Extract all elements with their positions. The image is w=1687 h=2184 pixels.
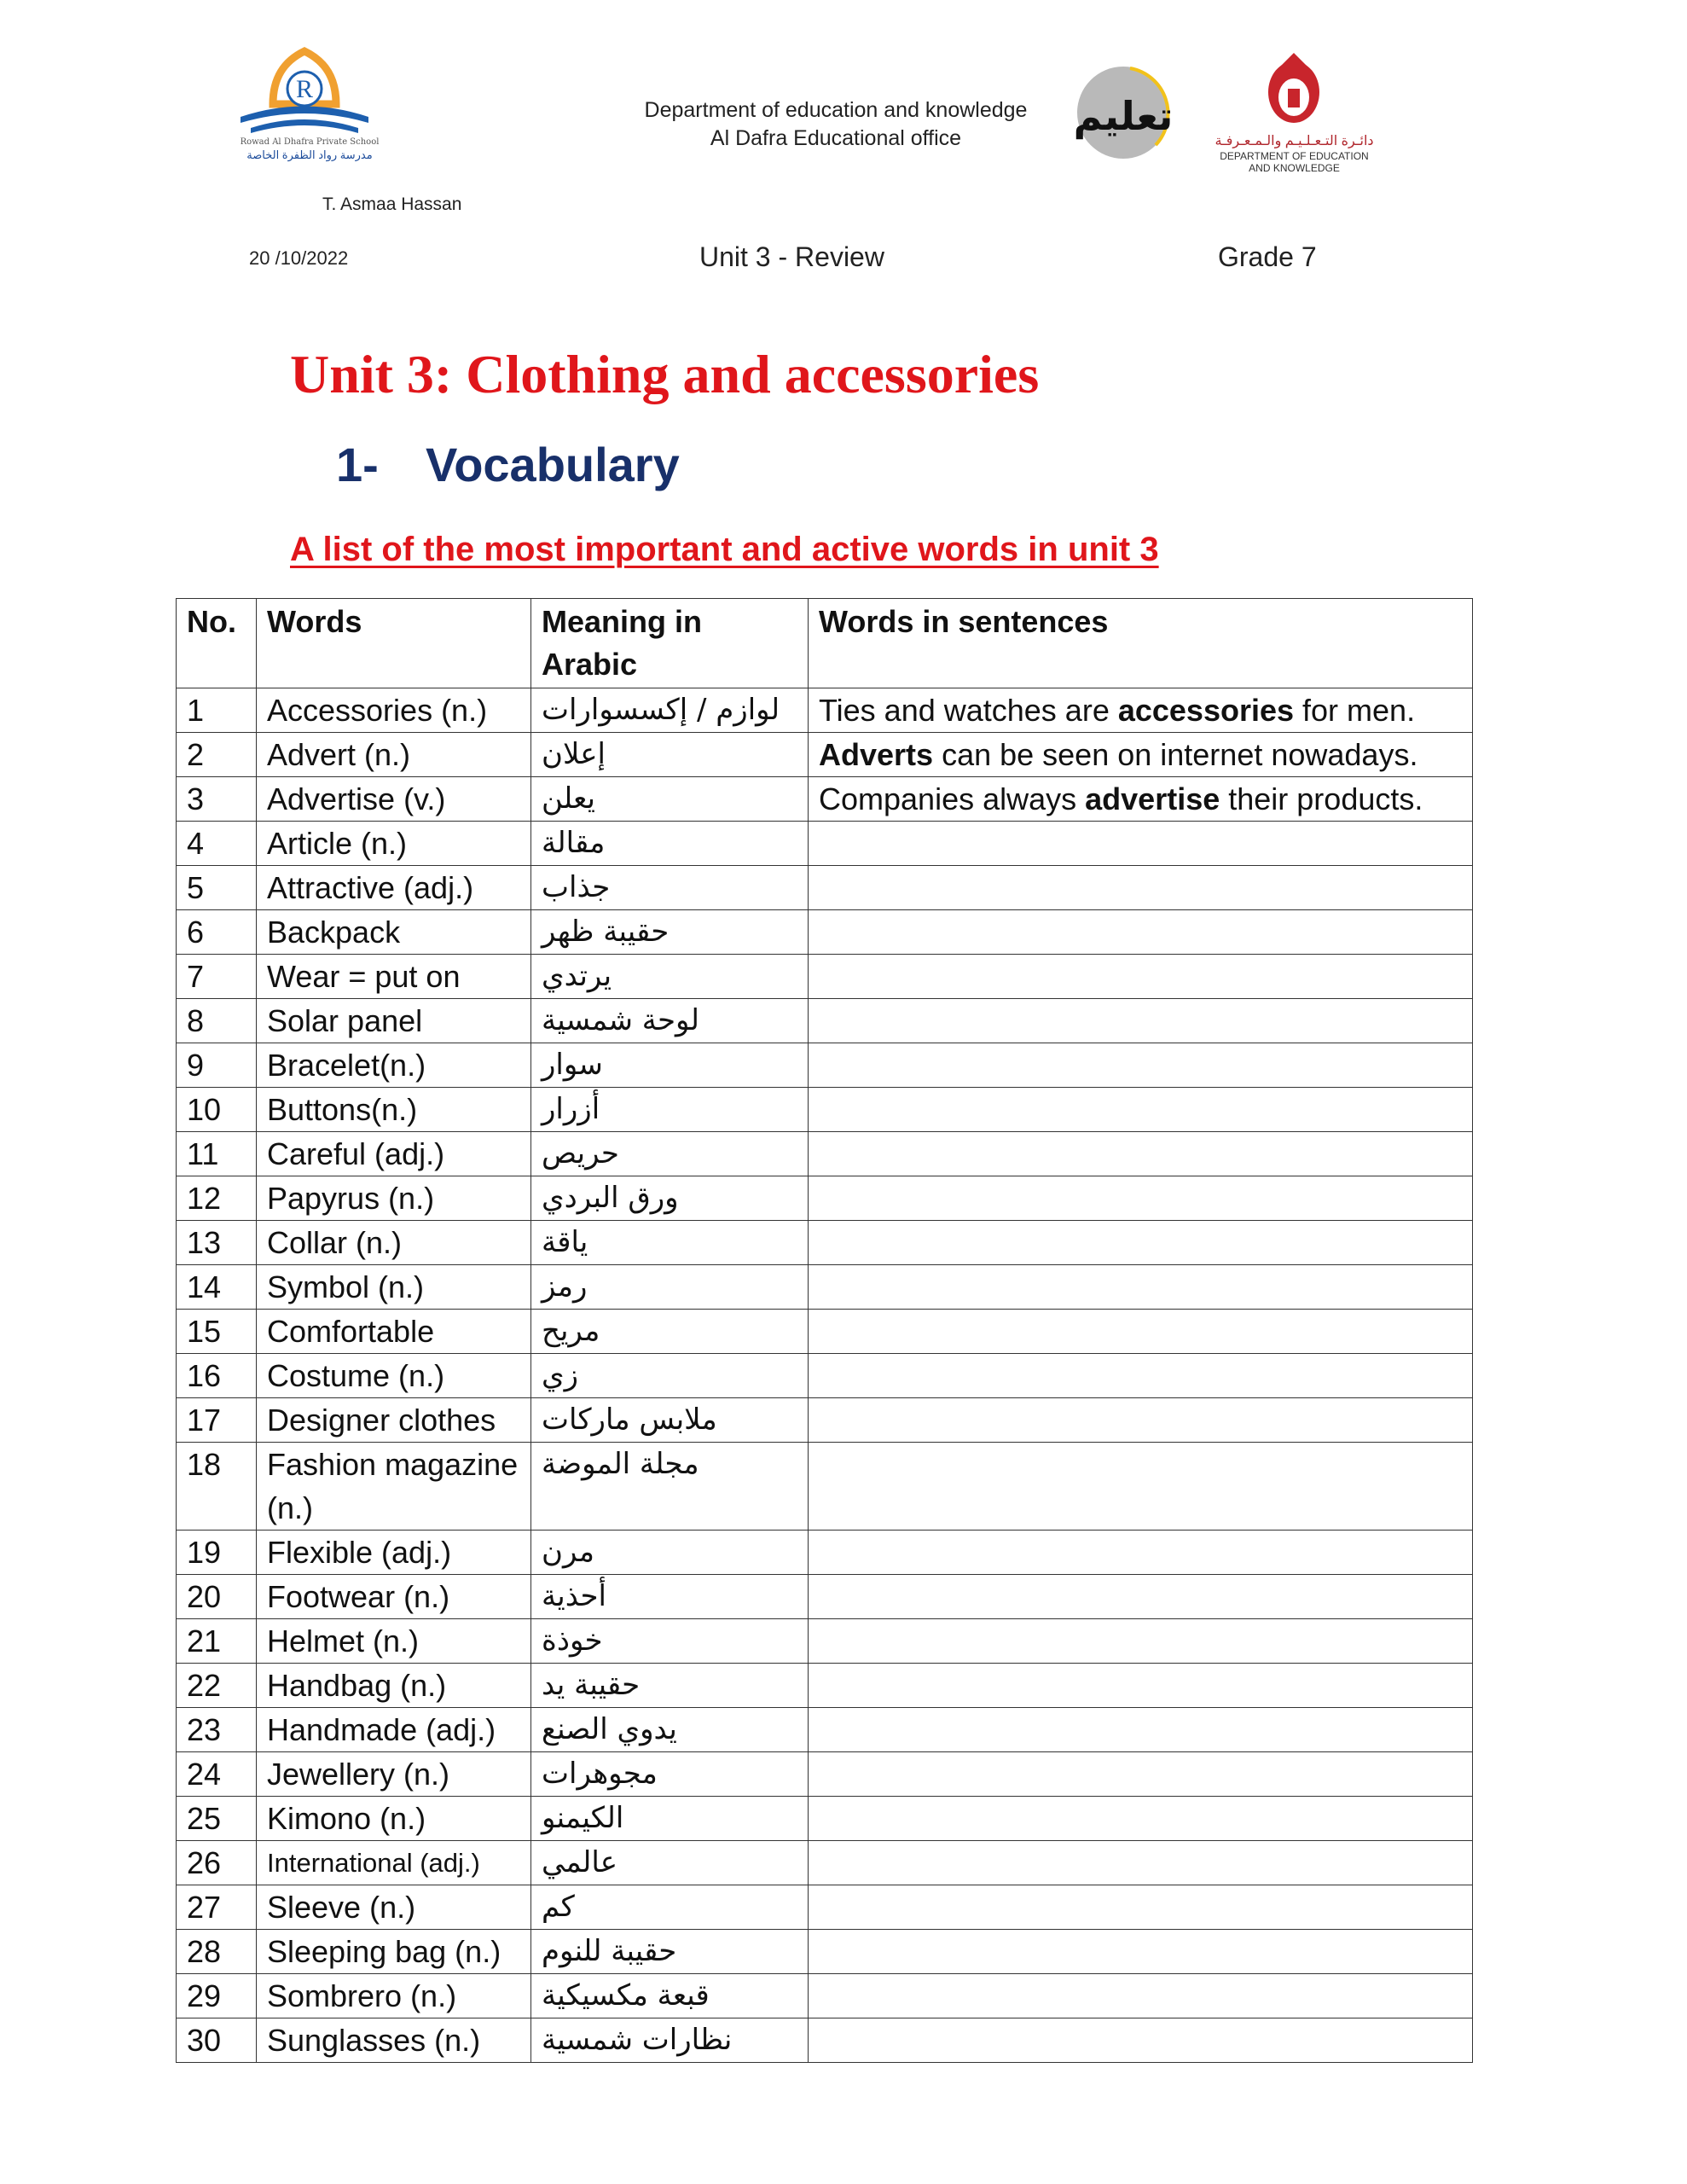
table-row <box>177 999 1473 1043</box>
example-sentence <box>809 1310 1473 1354</box>
sentence-start: Companies always <box>819 781 1086 816</box>
example-sentence <box>809 1708 1473 1752</box>
example-sentence <box>809 955 1473 999</box>
arabic-meaning <box>531 688 809 733</box>
table-row <box>177 1443 1473 1531</box>
arabic-meaning <box>531 1885 809 1930</box>
arabic-meaning <box>531 1443 809 1531</box>
arabic-meaning <box>531 777 809 822</box>
row-number: 8 <box>177 999 257 1043</box>
arabic-meaning-text: لوحة شمسية <box>542 1003 699 1037</box>
row-number: 27 <box>177 1885 257 1930</box>
arabic-meaning-text: مقالة <box>542 826 606 860</box>
table-row <box>177 1398 1473 1443</box>
row-number: 23 <box>177 1708 257 1752</box>
header-words: Words <box>257 599 531 688</box>
section-number: 1- <box>336 438 379 491</box>
grade: Grade 7 <box>1218 241 1317 272</box>
row-number: 7 <box>177 955 257 999</box>
vocab-word: Advert (n.) <box>257 733 531 777</box>
teacher-name: T. Asmaa Hassan <box>322 195 462 214</box>
sentence-keyword: advertise <box>1085 781 1220 816</box>
row-number: 30 <box>177 2018 257 2063</box>
arabic-meaning <box>531 2018 809 2063</box>
vocab-word: Fashion magazine (n.) <box>257 1443 531 1531</box>
sentence-keyword: Adverts <box>819 737 934 772</box>
example-sentence <box>809 866 1473 910</box>
header-no: No. <box>177 599 257 688</box>
arabic-meaning-text: أزرار <box>542 1092 600 1126</box>
arabic-meaning <box>531 910 809 955</box>
arabic-meaning-text: لوازم / إكسسوارات <box>542 693 780 727</box>
vocab-word: Collar (n.) <box>257 1221 531 1265</box>
vocab-word: Article (n.) <box>257 822 531 866</box>
vocab-word: Symbol (n.) <box>257 1265 531 1310</box>
vocab-word: Handbag (n.) <box>257 1664 531 1708</box>
arabic-meaning-text: ملابس ماركات <box>542 1403 717 1437</box>
example-sentence <box>809 1841 1473 1885</box>
vocab-word: Accessories (n.) <box>257 688 531 733</box>
table-row <box>177 733 1473 777</box>
sentence-keyword: accessories <box>1117 693 1295 728</box>
row-number: 1 <box>177 688 257 733</box>
sentence-end: for men. <box>1294 693 1416 728</box>
arabic-meaning-text: إعلان <box>542 737 606 771</box>
vocab-word: Designer clothes <box>257 1398 531 1443</box>
arabic-meaning <box>531 1797 809 1841</box>
arabic-meaning-text: ورق البردي <box>542 1181 679 1215</box>
row-number: 26 <box>177 1841 257 1885</box>
table-header-row <box>177 599 1473 688</box>
arabic-meaning <box>531 1398 809 1443</box>
school-name-ar: مدرسة رواد الظفرة الخاصة <box>246 148 373 161</box>
taleem-logo <box>1070 51 1181 166</box>
school-name-en: Rowad Al Dhafra Private School <box>240 137 380 147</box>
row-number: 21 <box>177 1619 257 1664</box>
row-number: 12 <box>177 1176 257 1221</box>
table-row <box>177 688 1473 733</box>
arabic-meaning <box>531 1575 809 1619</box>
row-number: 22 <box>177 1664 257 1708</box>
table-row <box>177 955 1473 999</box>
arabic-meaning-text: جذاب <box>542 870 611 904</box>
department-name: Department of education and knowledge <box>644 98 1028 122</box>
arabic-meaning <box>531 1043 809 1088</box>
arabic-meaning <box>531 1310 809 1354</box>
vocab-word: Solar panel <box>257 999 531 1043</box>
vocab-word: Handmade (adj.) <box>257 1708 531 1752</box>
row-number: 16 <box>177 1354 257 1398</box>
row-number: 15 <box>177 1310 257 1354</box>
arabic-meaning-text: أحذية <box>542 1579 607 1613</box>
arabic-meaning <box>531 1265 809 1310</box>
example-sentence <box>809 1664 1473 1708</box>
vocabulary-table <box>176 598 1473 2063</box>
vocab-word: Wear = put on <box>257 955 531 999</box>
row-number: 13 <box>177 1221 257 1265</box>
arabic-meaning <box>531 1974 809 2018</box>
sentence-end: can be seen on internet nowadays. <box>933 737 1418 772</box>
example-sentence <box>809 1885 1473 1930</box>
vocab-word: Buttons(n.) <box>257 1088 531 1132</box>
arabic-meaning <box>531 1354 809 1398</box>
adek-name-ar: دائـرة التـعـلـيـم والـمـعـرفـة <box>1215 134 1374 148</box>
vocab-word: Backpack <box>257 910 531 955</box>
vocab-word: Careful (adj.) <box>257 1132 531 1176</box>
table-row <box>177 1619 1473 1664</box>
example-sentence <box>809 688 1473 733</box>
example-sentence <box>809 999 1473 1043</box>
row-number: 11 <box>177 1132 257 1176</box>
table-row <box>177 1531 1473 1575</box>
arabic-meaning-text: حريص <box>542 1136 619 1170</box>
example-sentence <box>809 1176 1473 1221</box>
table-row <box>177 1797 1473 1841</box>
arabic-meaning-text: يرتدي <box>542 959 612 993</box>
vocab-word: Sleeping bag (n.) <box>257 1930 531 1974</box>
table-row <box>177 822 1473 866</box>
arabic-meaning-text: رمز <box>542 1269 588 1304</box>
table-row <box>177 1310 1473 1354</box>
table-row <box>177 1841 1473 1885</box>
vocab-word: Bracelet(n.) <box>257 1043 531 1088</box>
arabic-meaning-text: زي <box>542 1358 579 1392</box>
header-meaning: Meaning in Arabic <box>531 599 809 688</box>
table-row <box>177 1176 1473 1221</box>
vocab-word: Papyrus (n.) <box>257 1176 531 1221</box>
example-sentence <box>809 1132 1473 1176</box>
row-number: 4 <box>177 822 257 866</box>
arabic-meaning-text: مرن <box>542 1535 594 1569</box>
arabic-meaning <box>531 1619 809 1664</box>
vocab-word: Footwear (n.) <box>257 1575 531 1619</box>
example-sentence <box>809 1930 1473 1974</box>
arabic-meaning <box>531 955 809 999</box>
vocab-word: Attractive (adj.) <box>257 866 531 910</box>
table-row <box>177 1974 1473 2018</box>
arabic-meaning <box>531 1664 809 1708</box>
table-row <box>177 866 1473 910</box>
example-sentence <box>809 1619 1473 1664</box>
table-row <box>177 1930 1473 1974</box>
section-name: Vocabulary <box>426 438 680 491</box>
arabic-meaning <box>531 1930 809 1974</box>
row-number: 6 <box>177 910 257 955</box>
arabic-meaning-text: الكيمنو <box>542 1801 624 1835</box>
row-number: 17 <box>177 1398 257 1443</box>
arabic-meaning-text: عالمي <box>542 1845 618 1879</box>
example-sentence <box>809 1265 1473 1310</box>
vocab-word: Sunglasses (n.) <box>257 2018 531 2063</box>
logo-letter: R <box>295 75 314 103</box>
row-number: 28 <box>177 1930 257 1974</box>
vocab-word: Jewellery (n.) <box>257 1752 531 1797</box>
example-sentence <box>809 1398 1473 1443</box>
office-name: Al Dafra Educational office <box>710 126 962 150</box>
table-row <box>177 1221 1473 1265</box>
row-number: 29 <box>177 1974 257 2018</box>
table-row <box>177 1752 1473 1797</box>
arabic-meaning-text: سوار <box>542 1048 603 1082</box>
row-number: 19 <box>177 1531 257 1575</box>
example-sentence <box>809 1797 1473 1841</box>
table-row <box>177 1088 1473 1132</box>
arabic-meaning-text: قبعة مكسيكية <box>542 1978 710 2013</box>
table-row <box>177 1664 1473 1708</box>
row-number: 24 <box>177 1752 257 1797</box>
example-sentence <box>809 733 1473 777</box>
arabic-meaning <box>531 1752 809 1797</box>
adek-name-en-line2: AND KNOWLEDGE <box>1249 162 1340 174</box>
table-row <box>177 1708 1473 1752</box>
table-row <box>177 1132 1473 1176</box>
example-sentence <box>809 1575 1473 1619</box>
example-sentence <box>809 822 1473 866</box>
example-sentence <box>809 1354 1473 1398</box>
header-sentences: Words in sentences <box>809 599 1473 688</box>
arabic-meaning-text: حقيبة للنوم <box>542 1934 677 1968</box>
arabic-meaning-text: خوذة <box>542 1623 603 1658</box>
arabic-meaning-text: ياقة <box>542 1225 588 1259</box>
table-row <box>177 1265 1473 1310</box>
example-sentence <box>809 910 1473 955</box>
row-number: 14 <box>177 1265 257 1310</box>
sentence-end: their products. <box>1220 781 1423 816</box>
example-sentence <box>809 1443 1473 1531</box>
example-sentence <box>809 1221 1473 1265</box>
arabic-meaning <box>531 1221 809 1265</box>
row-number: 18 <box>177 1443 257 1531</box>
arabic-meaning <box>531 733 809 777</box>
section-title <box>336 437 680 492</box>
arabic-meaning <box>531 1176 809 1221</box>
adek-name-en-line1: DEPARTMENT OF EDUCATION <box>1220 150 1369 162</box>
arabic-meaning-text: يعلن <box>542 781 596 816</box>
vocab-word: Helmet (n.) <box>257 1619 531 1664</box>
date: 20 /10/2022 <box>249 247 349 269</box>
arabic-meaning <box>531 1708 809 1752</box>
example-sentence <box>809 1752 1473 1797</box>
taleem-logo-text: تعليم <box>1073 93 1174 139</box>
arabic-meaning <box>531 1531 809 1575</box>
vocab-word: Flexible (adj.) <box>257 1531 531 1575</box>
vocab-word: Kimono (n.) <box>257 1797 531 1841</box>
arabic-meaning <box>531 999 809 1043</box>
row-number: 3 <box>177 777 257 822</box>
vocabulary-table-body <box>177 688 1473 2063</box>
arabic-meaning-text: حقيبة ظهر <box>542 915 670 949</box>
example-sentence <box>809 1088 1473 1132</box>
vocab-word: Comfortable <box>257 1310 531 1354</box>
vocab-word: Sleeve (n.) <box>257 1885 531 1930</box>
arabic-meaning <box>531 822 809 866</box>
page-title: Unit 3: Clothing and accessories <box>290 344 1040 404</box>
table-row <box>177 1575 1473 1619</box>
table-row <box>177 1885 1473 1930</box>
row-number: 25 <box>177 1797 257 1841</box>
example-sentence <box>809 2018 1473 2063</box>
row-number: 5 <box>177 866 257 910</box>
table-row <box>177 2018 1473 2063</box>
arabic-meaning-text: مجوهرات <box>542 1757 658 1791</box>
arabic-meaning-text: كم <box>542 1890 575 1924</box>
row-number: 2 <box>177 733 257 777</box>
row-number: 9 <box>177 1043 257 1088</box>
table-row <box>177 910 1473 955</box>
arabic-meaning-text: حقيبة يد <box>542 1668 641 1702</box>
table-row <box>177 1043 1473 1088</box>
example-sentence <box>809 1974 1473 2018</box>
arabic-meaning <box>531 1841 809 1885</box>
sentence-start: Ties and watches are <box>819 693 1118 728</box>
arabic-meaning <box>531 1132 809 1176</box>
arabic-meaning-text: يدوي الصنع <box>542 1712 677 1746</box>
example-sentence <box>809 777 1473 822</box>
arabic-meaning-text: مجلة الموضة <box>542 1447 699 1481</box>
arabic-meaning-text: مريح <box>542 1314 600 1348</box>
vocab-word: Advertise (v.) <box>257 777 531 822</box>
arabic-meaning <box>531 1088 809 1132</box>
example-sentence <box>809 1531 1473 1575</box>
row-number: 10 <box>177 1088 257 1132</box>
vocab-word: Sombrero (n.) <box>257 1974 531 2018</box>
table-row <box>177 1354 1473 1398</box>
vocab-word: Costume (n.) <box>257 1354 531 1398</box>
arabic-meaning-text: نظارات شمسية <box>542 2023 733 2057</box>
table-row <box>177 777 1473 822</box>
list-heading: A list of the most important and active words in unit 3 <box>290 531 1159 568</box>
row-number: 20 <box>177 1575 257 1619</box>
unit-review: Unit 3 - Review <box>699 241 884 272</box>
example-sentence <box>809 1043 1473 1088</box>
vocab-word: International (adj.) <box>257 1841 531 1885</box>
arabic-meaning <box>531 866 809 910</box>
